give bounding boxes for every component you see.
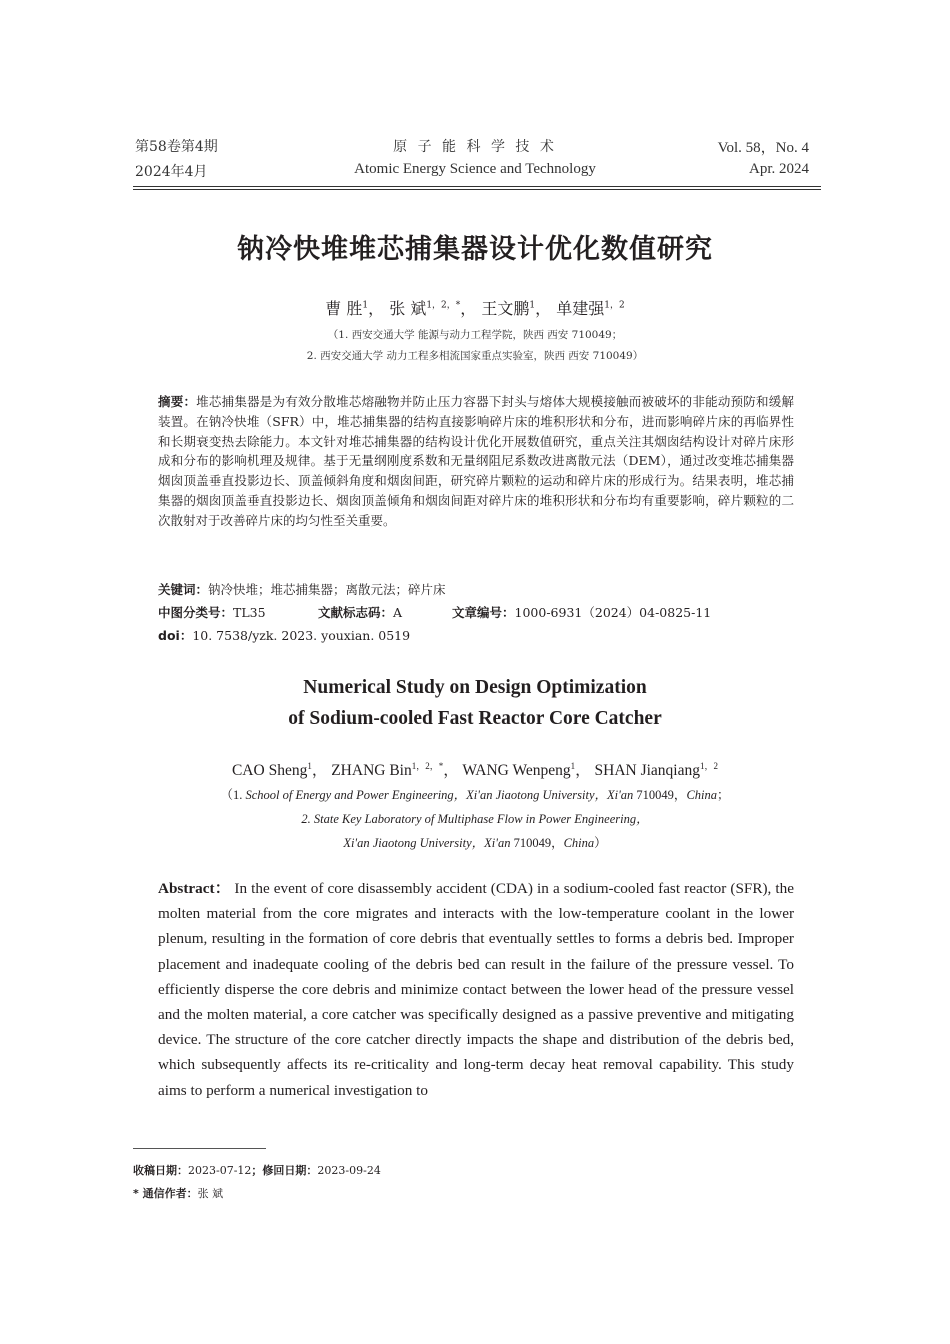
author-affil-mark: 1，2	[604, 300, 625, 311]
author-affil-mark: 1，2，*	[426, 300, 461, 311]
author-affil-mark: 1	[529, 300, 536, 311]
revised-label: ；修回日期：	[251, 1164, 318, 1177]
article-number	[452, 603, 711, 621]
keywords-cn-label: 关键词：	[158, 582, 209, 597]
author-affil-mark: 1，2，*	[411, 760, 444, 771]
footnote-rule	[133, 1148, 266, 1149]
authors-cn	[0, 296, 950, 319]
author-en: CAO Sheng	[231, 762, 308, 779]
received-date: 2023-07-12	[188, 1164, 252, 1177]
corresponding-label: * 通信作者：	[133, 1187, 198, 1200]
keywords-cn-text: 钠冷快堆；堆芯捕集器；离散元法；碎片床	[208, 582, 446, 597]
author-en: ZHANG Bin	[331, 762, 412, 779]
header-volume-en: Vol. 58，No. 4	[717, 140, 809, 156]
author-separator: ，	[535, 299, 552, 318]
corresponding-author: 张 斌	[197, 1187, 224, 1200]
abstract-cn-text: 堆芯捕集器是为有效分散堆芯熔融物并防止压力容器下封头与熔体大规模接触而被破坏的非能动预防和缓解装置。在钠冷快堆（SFR）中，堆芯捕集器的结构直接影响碎片床的堆积形状和分布，进而影响碎片床的再临界性和长期衰变热去除能力。本文针对堆芯捕集器的结构设计优化开展数值研究，重点关注其烟囱结构设计对碎片床形成和分布的影响机理及规律。基于无量纲刚度系数和无量纲阻尼系数改进离散元法（DEM），通过改变堆芯捕集器烟囱顶盖垂直投影边长、顶盖倾斜角度和烟囱间距，研究碎片颗粒的运动和碎片床的形成行为。结果表明，堆芯捕集器的烟囱顶盖垂直投影边长、烟囱顶盖倾角和烟囱间距对碎片床的堆积形状和分布均有重要影响，碎片颗粒的二次散射对于改善碎片床的均匀性至关重要。	[158, 394, 794, 528]
doc-value: A	[393, 605, 403, 620]
doi	[158, 626, 410, 644]
document-code	[318, 603, 402, 621]
author-cn: 王文鹏	[481, 299, 530, 318]
title-en	[0, 672, 950, 734]
title-en-line-2: of Sodium-cooled Fast Reactor Core Catcher	[288, 708, 662, 729]
title-cn: 钠冷快堆堆芯捕集器设计优化数值研究	[237, 234, 713, 265]
author-en: SHAN Jianqiang	[594, 762, 700, 779]
author-cn: 单建强	[556, 299, 605, 318]
affiliation-cn-2: 2. 西安交通大学 动力工程多相流国家重点实验室，陕西 西安 710049）	[306, 350, 644, 362]
author-affil-mark: 1，2	[700, 760, 719, 771]
abstract-cn-label: 摘要：	[158, 394, 197, 409]
abstract-cn	[158, 392, 794, 531]
header-rule	[133, 186, 821, 190]
author-cn: 曹 胜	[325, 299, 363, 318]
aff-en-prefix: （1.	[220, 788, 246, 802]
header-date-cn: 2024年4月	[135, 164, 208, 180]
author-affil-mark: 1	[362, 300, 369, 311]
aff-en-country: China	[563, 836, 595, 850]
header-date-en: Apr. 2024	[749, 161, 809, 177]
author-separator: ，	[368, 299, 385, 318]
author-en: WANG Wenpeng	[462, 762, 571, 779]
authors-en	[0, 758, 950, 780]
affiliation-en-1	[0, 785, 950, 803]
doi-value[interactable]: 10. 7538/yzk. 2023. youxian. 0519	[192, 628, 411, 643]
journal-name-cn: 原 子 能 科 学 技 术	[393, 139, 557, 155]
clc-label: 中图分类号：	[158, 605, 234, 620]
received-label: 收稿日期：	[133, 1164, 188, 1177]
aff-en-country: China	[686, 788, 717, 802]
abstract-en-label: Abstract：	[158, 880, 231, 897]
keywords-cn	[158, 580, 446, 598]
author-affil-mark: 1	[307, 760, 312, 771]
clc-value: TL35	[233, 605, 266, 620]
doc-label: 文献标志码：	[318, 605, 394, 620]
aff-en-postcode: 710049，	[510, 836, 564, 850]
title-en-line-1: Numerical Study on Design Optimization	[303, 677, 647, 698]
clc-number	[158, 603, 266, 621]
affiliation-en-3	[0, 833, 950, 851]
aff-en-lab: 2. State Key Laboratory of Multiphase Flow in Power Engineering，	[301, 812, 649, 826]
abstract-en	[158, 876, 794, 1103]
footnote-dates	[133, 1162, 381, 1178]
aff-en-institution: School of Energy and Power Engineering，Xi'an Jiaotong University，Xi'an	[245, 788, 634, 802]
footnote-corresponding	[133, 1185, 223, 1201]
header-volume-cn: 第58卷第4期	[135, 139, 218, 155]
aff-en-end: ）	[594, 836, 607, 850]
revised-date: 2023-09-24	[317, 1164, 381, 1177]
author-cn: 张 斌	[389, 299, 427, 318]
journal-name-en: Atomic Energy Science and Technology	[354, 161, 596, 177]
affiliation-cn-1: （1. 西安交通大学 能源与动力工程学院，陕西 西安 710049；	[327, 329, 623, 341]
aff-en-university: Xi'an Jiaotong University，Xi'an	[343, 836, 511, 850]
author-separator: ，	[443, 762, 459, 779]
art-value: 1000-6931（2024）04-0825-11	[514, 605, 712, 620]
affiliation-en-2	[0, 809, 950, 827]
author-separator: ，	[575, 762, 591, 779]
doi-label: doi：	[158, 628, 193, 643]
author-affil-mark: 1	[570, 760, 576, 771]
aff-en-end: ；	[717, 788, 730, 802]
abstract-en-text: In the event of core disassembly accident (CDA) in a sodium-cooled fast reactor (SFR), the molten material from the core migrates and interacts with the low-temperature coolant in the lower plenum, resulting in the formation of core debris that eventually settles to forms a debris bed. Improper placement and inadequate cooling of the debris bed can result in the failure of the pressure vessel. To efficiently disperse the core debris and minimize contact between the lower head of the pressure vessel and the molten material, a core catcher was specifically designed as a passive preventive and mitigating device. The structure of the core catcher directly impacts the shape and distribution of the debris bed, which subsequently affects its re-criticality and long-term decay heat removal capability. This study aims to perform a numerical investigation to	[158, 880, 794, 1099]
art-label: 文章编号：	[452, 605, 515, 620]
author-separator: ，	[311, 762, 328, 779]
aff-en-postcode: 710049，	[633, 788, 687, 802]
author-separator: ，	[460, 299, 477, 318]
